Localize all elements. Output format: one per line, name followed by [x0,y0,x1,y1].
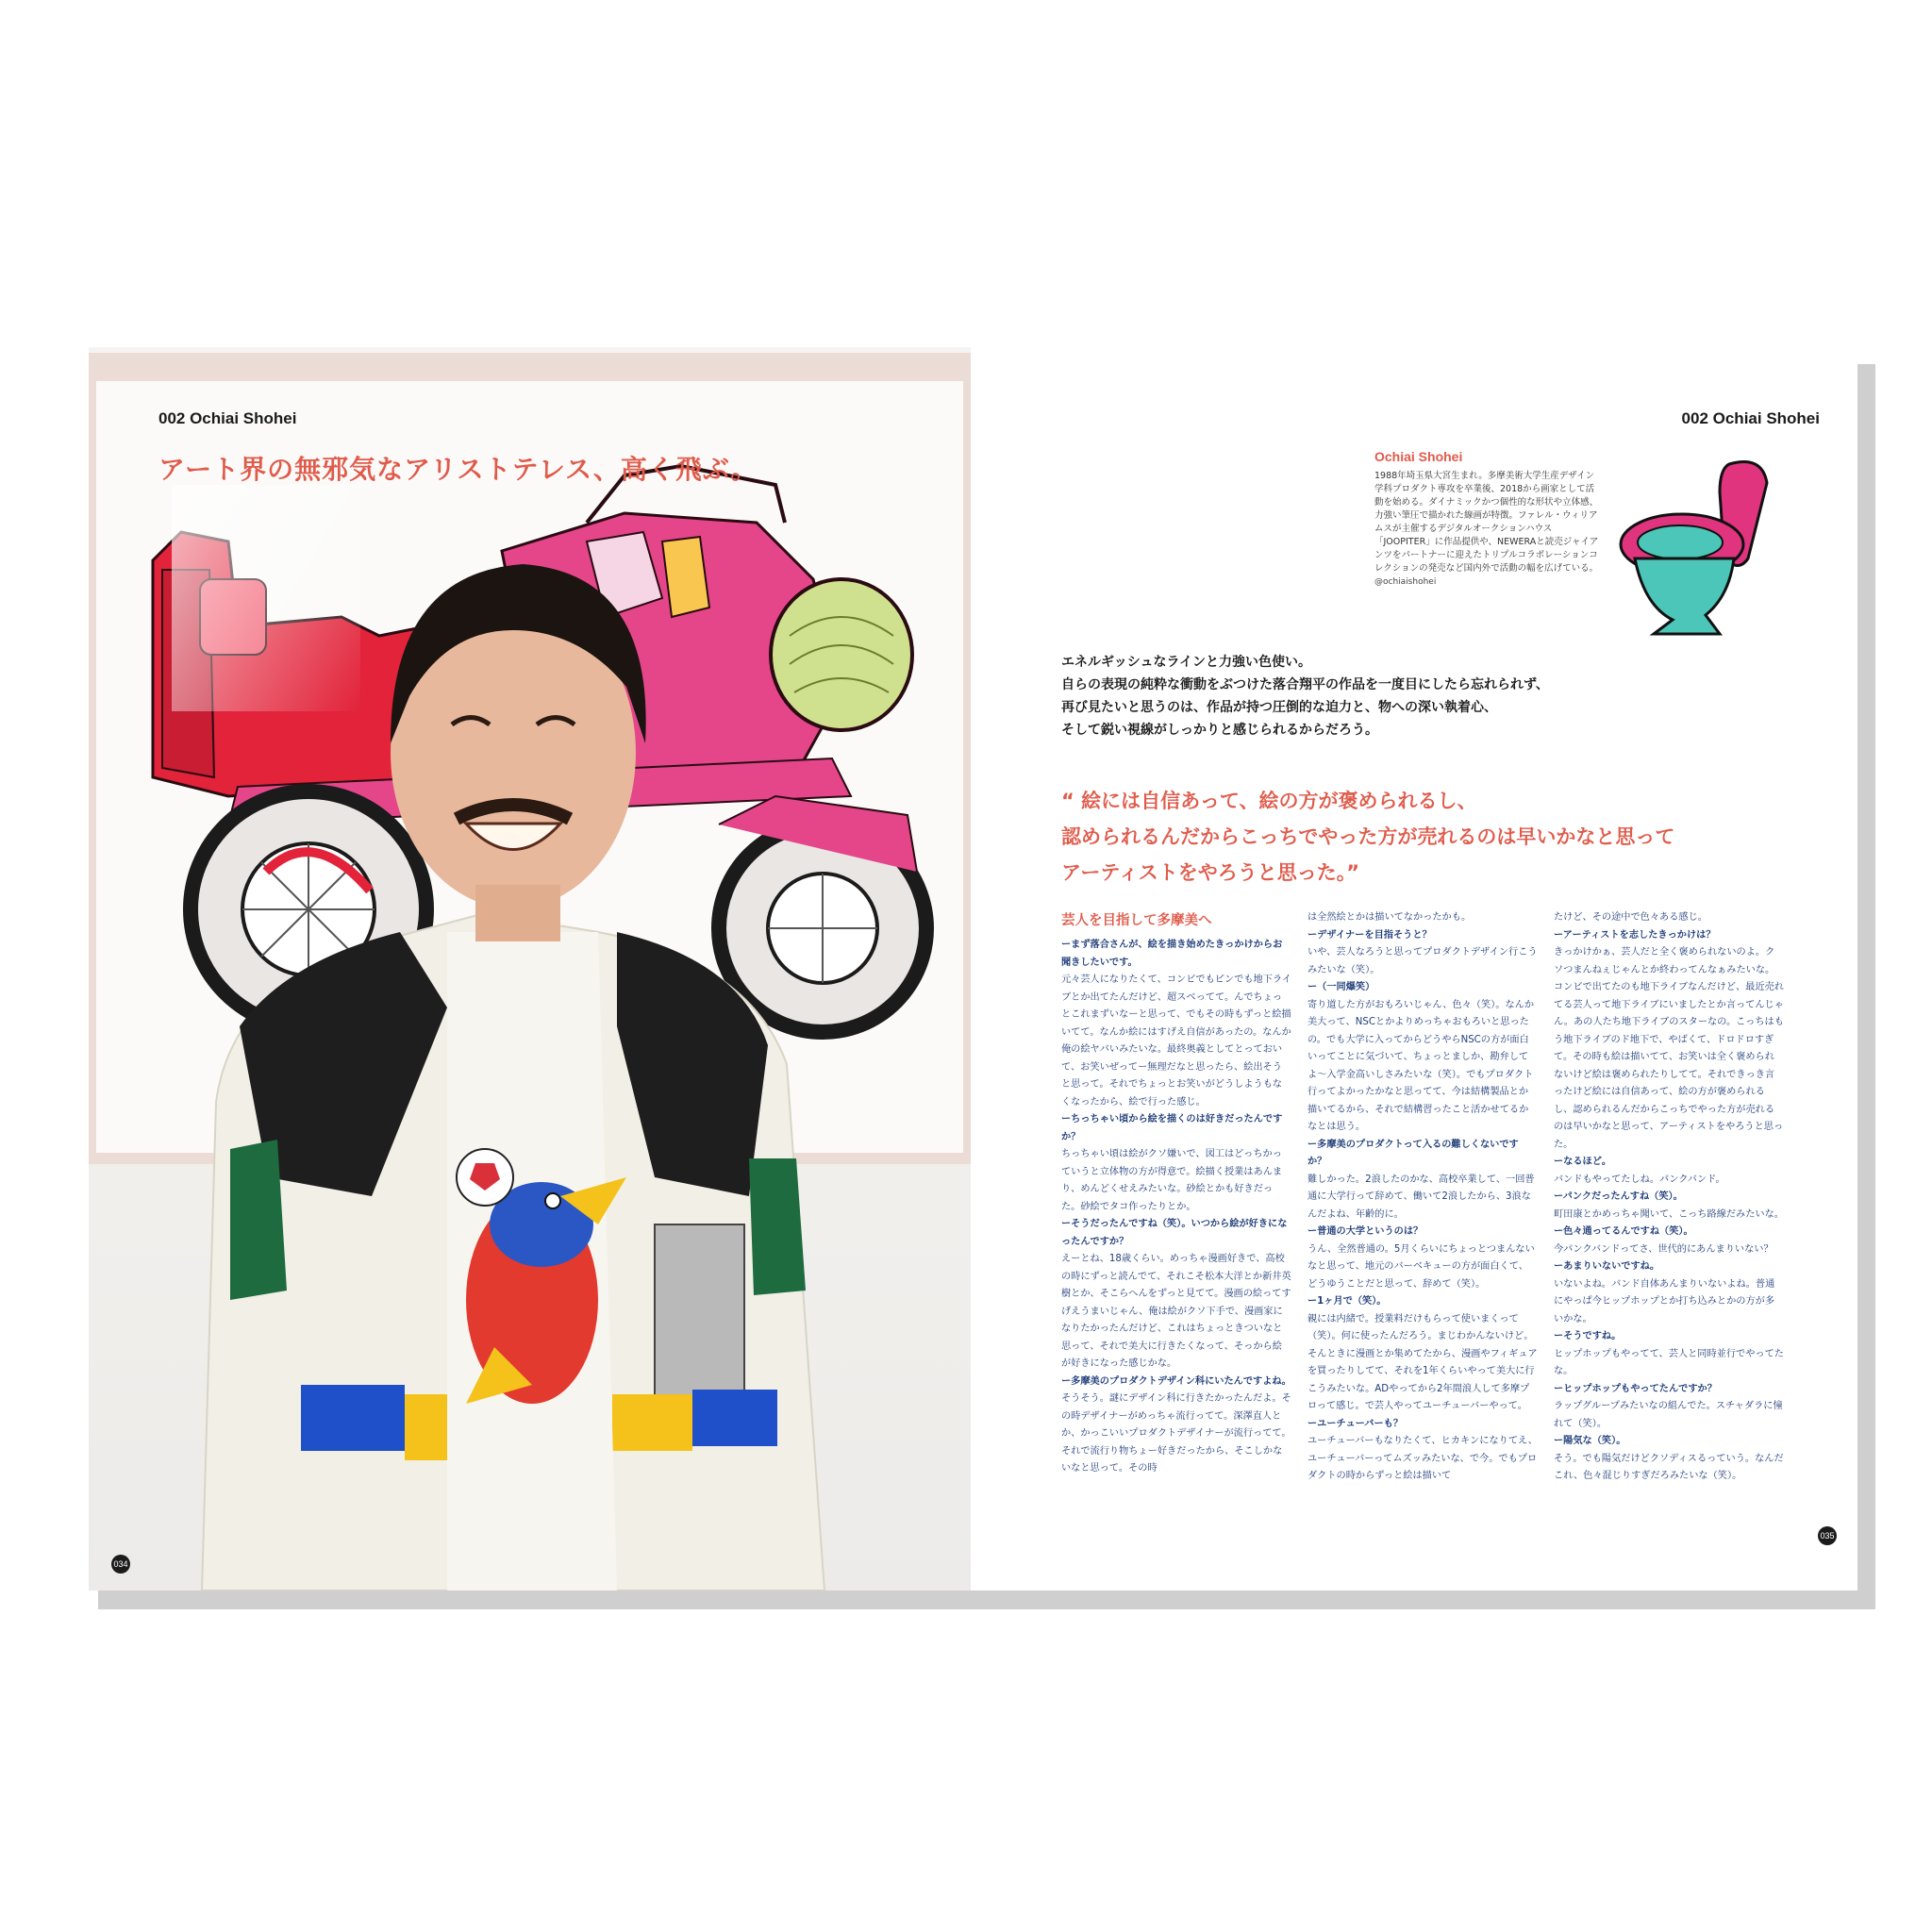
interview-question: ーそうだったんですね（笑）。いつから絵が好きになったんですか？ [1061,1219,1288,1247]
interview-answer: そうそう。謎にデザイン科に行きたかったんだよ。その時デザイナーがめっちゃ流行ってて。深澤直人とか、かっこいいプロダクトデザイナーが流行ってて。それで流行り物ちょー好きだったから、そこしかないなと思って。その時 [1061,1393,1291,1474]
headline: アート界の無邪気なアリストテレス、高く飛ぶ。 [158,454,758,485]
pull-quote [1061,783,1816,891]
interview-question: ー多摩美のプロダクトって入るの難しくないですか？ [1307,1139,1519,1167]
interview-answer: 寄り道した方がおもろいじゃん、色々（笑）。なんか美大って、NSCとかよりめっちゃおもろいと思ったの。でも大学に入ってからどうやらNSCの方が面白いってことに気づいて、ちょっとましか、勘弁してよ〜入学金高いしさみたいな（笑）。でもプロダクト行ってよかったかなと思ってて、今は結構製品とか描いてるから、それで結構習ったこと活かせてるかなとは思う。 [1307,999,1535,1132]
interview-answer: ちっちゃい頃は絵がクソ嫌いで、図工はどっちかっていうと立体物の方が得意で。絵描く授業はあんまり、めんどくせえみたいな。砂絵とかも好きだった。砂絵でタコ作ったりとか。 [1061,1149,1283,1212]
interview-answer: ユーチューバーもなりたくて、ヒカキンになりてえ、ユーチューバーってムズッみたいな、で今。でもプロダクトの時からずっと絵は描いて [1307,1436,1538,1481]
interview-answer: 元々芸人になりたくて、コンビでもピンでも地下ライブとか出てたんだけど、超スベってて。んでちょっとこれまずいなーと思って、でもその時もずっと絵描いてて。なんか絵にはすげえ自信があったの。なんか俺の絵ヤバいみたいな。最終奥義としてとっておいて、お笑いぜってー無理だなと思ったら、絵出そうと思って。それでちょっとお笑いがどうしようもなくなったから、絵で行った感じ。 [1061,974,1291,1108]
interview-question: ー多摩美のプロダクトデザイン科にいたんですよね。 [1061,1375,1291,1387]
interview-answer: ラップグループみたいなの組んでた。スチャダラに憧れて（笑）。 [1554,1401,1783,1429]
interview-column-3 [1554,909,1784,1486]
page-number: 035 [1818,1526,1837,1545]
interview-question: ーちっちゃい頃から絵を描くのは好きだったんですか？ [1061,1114,1283,1142]
lead-line: エネルギッシュなラインと力強い色使い。 [1061,655,1312,670]
interview-column-1 [1061,909,1291,1478]
bio-text: 1988年埼玉県大宮生まれ。多摩美術大学生産デザイン学科プロダクト専攻を卒業後、2018から画家として活動を始める。ダイナミックかつ個性的な形状や立体感、力強い筆圧で描かれた線画が特徴。ファレル・ウィリアムスが主催するデジタルオークションハウス「JOOPITER」に作品提供や、NEWERAと読売ジャイアンツをパートナーに迎えたトリプルコラボレーションコレクションの発売など国内外で活動の幅を広げている。 [1374,471,1599,574]
lead-line: 再び見たいと思うのは、作品が持つ圧倒的な迫力と、物への深い執着心、 [1061,700,1497,715]
interview-answer: バンドもやってたしね。パンクバンド。 [1554,1174,1725,1185]
interview-answer: たけど、その途中で色々ある感じ。 [1554,912,1707,923]
interview-question: ーそうですね。 [1554,1331,1622,1341]
bio-name: Ochiai Shohei [1374,449,1463,464]
interview-question: ー色々通ってるんですね（笑）。 [1554,1226,1693,1237]
lead-line: そして鋭い視線がしっかりと感じられるからだろう。 [1061,723,1378,738]
page-number: 034 [111,1555,130,1574]
interview-answer: きっかけかぁ、芸人だと全く褒められないのよ。クソつまんねぇじゃんとか終わってんなぁみたいな。コンビで出てたのも地下ライブなんだけど、最近売れてる芸人って地下ライブにいましたとか言ってんじゃん。あの人たち地下ライブのスターなの。こっちはもう地下ライブのド地下で、やばくて、ドロドロすぎて。その時も絵は描いてて、お笑いは全く褒められないけど絵は褒められたりしてて。それできっき言ったけど絵には自信あって、絵の方が褒められるし、認められるんだからこっちでやった方が売れるのは早いかなと思って、アーティストをやろうと思った。 [1554,947,1784,1150]
interview-answer: いないよね。バンド自体あんまりいないよね。普通にやっぱ今ヒップホップとか打ち込みとかの方が多いかな。 [1554,1278,1775,1324]
interview-question: ーパンクだったんすね（笑）。 [1554,1191,1683,1202]
column-1-body [1061,937,1291,1478]
interview-question: ー1ヶ月で（笑）。 [1307,1296,1387,1307]
interview-question: ーユーチューバーも？ [1307,1418,1404,1429]
interview-answer: そう。でも陽気だけどクソディスるっていう。なんだこれ、色々混じりすぎだろみたいな（笑）。 [1554,1453,1784,1481]
soccer-ball-icon [457,1149,513,1206]
interview-answer: は全然絵とかは描いてなかったかも。 [1307,912,1472,923]
interview-question: ーアーティストを志したきっかけは？ [1554,929,1716,941]
column-2-body [1307,909,1538,1486]
left-page [89,347,971,1591]
interview-question: ーヒップホップもやってたんですか？ [1554,1383,1717,1394]
interview-answer: うん、全然普通の。5月くらいにちょっとつまんないなと思って、地元のバーベキューの方が面白くて、どうゆうことだと思って、辞めて（笑）。 [1307,1243,1535,1290]
interview-question: ーあまりいないですね。 [1554,1261,1660,1272]
interview-answer: いや、芸人なろうと思ってプロダクトデザイン行こうみたいな（笑）。 [1307,947,1538,975]
bio-handle: @ochiaishohei [1374,577,1437,587]
interview-answer: ヒップホップもやってて、芸人と同時並行でやってたな。 [1554,1348,1784,1376]
interview-answer: えーとね、18歳くらい。めっちゃ漫画好きで、高校の時にずっと読んでて、それこそ松本大洋とか新井英樹とか、そこらへんをずっと見てて。漫画の絵ってすげえうまいじゃん、俺は絵がクソ下手で、漫画家になりたかったんだけど、これはちょっときついなと思って、それで美大に行きたくなって、そっから絵が好きになった感じかな。 [1061,1254,1291,1369]
section-heading: 芸人を目指して多摩美へ [1061,913,1212,928]
interview-answer: 難しかった。2浪したのかな、高校卒業して、一回普通に大学行って辞めて、働いて2浪したから、3浪なんだよね、年齢的に。 [1307,1174,1535,1220]
artist-bio [1374,449,1601,587]
interview-question: ーなるほど。 [1554,1157,1612,1167]
lead-line: 自らの表現の純粋な衝動をぶつけた落合翔平の作品を一度目にしたら忘れられず、 [1061,677,1549,692]
interview-question: ーデザイナーを目指そうと？ [1307,929,1432,941]
interview-answer: 今パンクバンドってさ、世代的にあんまりいない？ [1554,1243,1774,1255]
lead-paragraph [1061,651,1665,741]
quote-line: “ 絵には自信あって、絵の方が褒められるし、 [1061,790,1477,812]
interview-answer: 親には内緒で。授業料だけもらって使いまくって（笑）。何に使ったんだろう。まじわかんないけど。そんときに漫画とか集めてたから、漫画やフィギュアを買ったりしてて、それを1年くらいやって美大に行こうみたいな。ADやってから2年間浪人して多摩プロって感じ。で芸人やってユーチューバーやって。 [1307,1313,1538,1411]
portrait-photo [89,347,971,1591]
interview-question: ー普通の大学というのは？ [1307,1226,1424,1237]
toilet-drawing-icon [1616,455,1776,643]
quote-line: 認められるんだからこっちでやった方が売れるのは早いかなと思って [1061,825,1675,848]
running-head: 002 Ochiai Shohei [158,409,297,427]
interview-question: ー陽気な（笑）。 [1554,1436,1626,1446]
interview-question: ーまず落合さんが、絵を描き始めたきっかけからお聞きしたいです。 [1061,940,1283,968]
running-head: 002 Ochiai Shohei [1681,409,1820,427]
right-page [971,357,1857,1591]
quote-line: アーティストをやろうと思った。” [1061,861,1359,884]
interview-column-2 [1307,909,1538,1486]
column-3-body [1554,909,1784,1486]
interview-answer: 町田康とかめっちゃ聞いて、こっち路線だみたいな。 [1554,1208,1784,1220]
interview-question: ー（一同爆笑） [1307,982,1375,992]
